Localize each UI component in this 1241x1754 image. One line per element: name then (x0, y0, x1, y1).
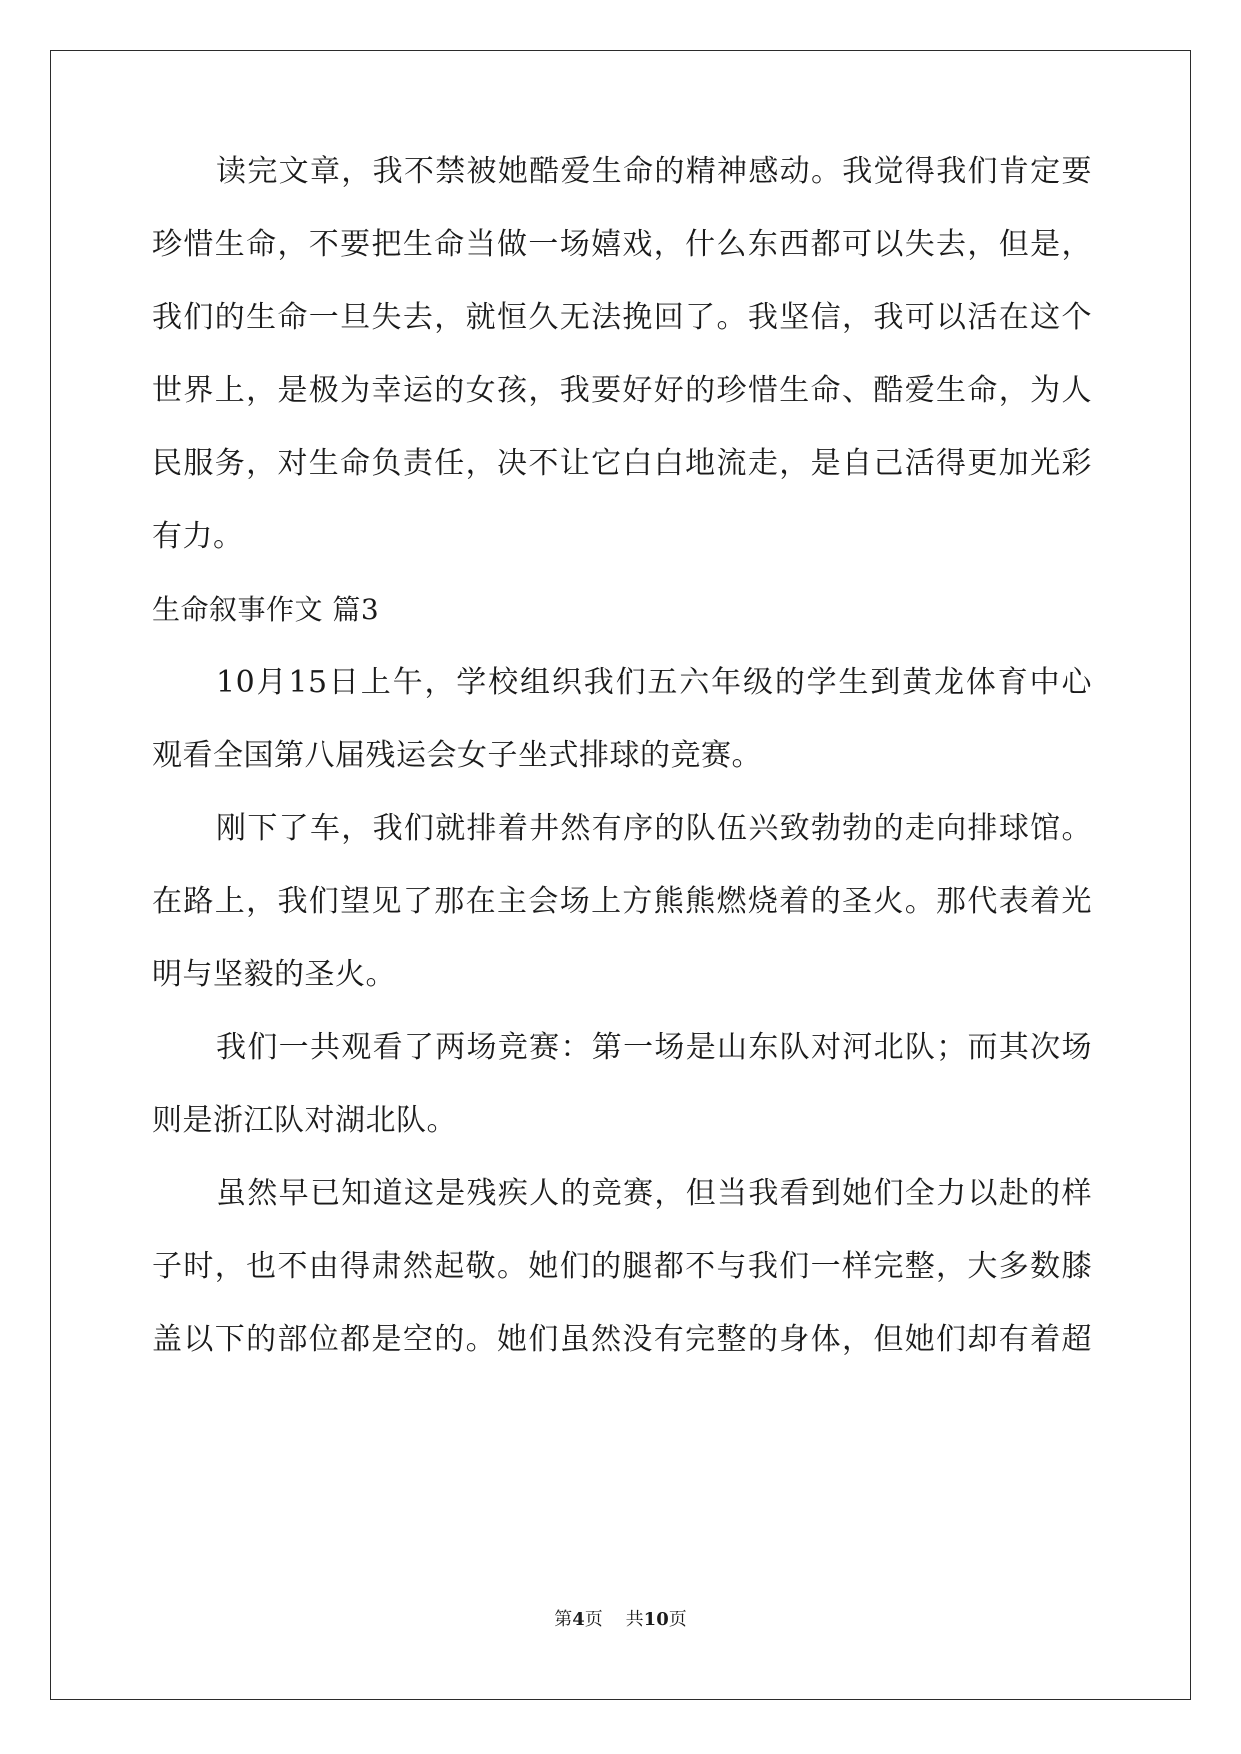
total-page-number: 10 (643, 1609, 669, 1630)
paragraph-line: 盖以下的部位都是空的。她们虽然没有完整的身体，但她们却有着超 (152, 1322, 1092, 1357)
footer-prefix: 第 (554, 1609, 573, 1630)
paragraph-line: 虽然早已知道这是残疾人的竞赛，但当我看到她们全力以赴的样 (216, 1176, 1092, 1211)
section-heading: 生命叙事作文 篇3 (152, 593, 380, 626)
paragraph-line: 则是浙江队对湖北队。 (152, 1103, 457, 1138)
footer-page-word: 页 (584, 1609, 603, 1630)
paragraph-line: 明与坚毅的圣火。 (152, 957, 396, 992)
current-page-number: 4 (572, 1609, 585, 1630)
page-footer (0, 1608, 1241, 1632)
paragraph-line: 读完文章，我不禁被她酷爱生命的精神感动。我觉得我们肯定要 (216, 154, 1092, 189)
paragraph-line: 刚下了车，我们就排着井然有序的队伍兴致勃勃的走向排球馆。 (216, 811, 1092, 846)
paragraph-line: 民服务，对生命负责任，决不让它白白地流走，是自己活得更加光彩 (152, 446, 1092, 481)
paragraph-line: 世界上，是极为幸运的女孩，我要好好的珍惜生命、酷爱生命，为人 (152, 373, 1092, 408)
paragraph-line: 珍惜生命，不要把生命当做一场嬉戏，什么东西都可以失去，但是， (152, 227, 1092, 262)
footer-total-suffix: 页 (668, 1609, 687, 1630)
paragraph-line: 我们一共观看了两场竞赛：第一场是山东队对河北队；而其次场 (216, 1030, 1092, 1065)
paragraph-line: 观看全国第八届残运会女子坐式排球的竞赛。 (152, 738, 762, 773)
paragraph-line: 10月15日上午，学校组织我们五六年级的学生到黄龙体育中心 (216, 665, 1092, 700)
footer-total-prefix: 共 (625, 1609, 644, 1630)
paragraph-line: 子时，也不由得肃然起敬。她们的腿都不与我们一样完整，大多数膝 (152, 1249, 1092, 1284)
paragraph-line: 在路上，我们望见了那在主会场上方熊熊燃烧着的圣火。那代表着光 (152, 884, 1092, 919)
paragraph-line: 有力。 (152, 519, 244, 554)
paragraph-line: 我们的生命一旦失去，就恒久无法挽回了。我坚信，我可以活在这个 (152, 300, 1092, 335)
